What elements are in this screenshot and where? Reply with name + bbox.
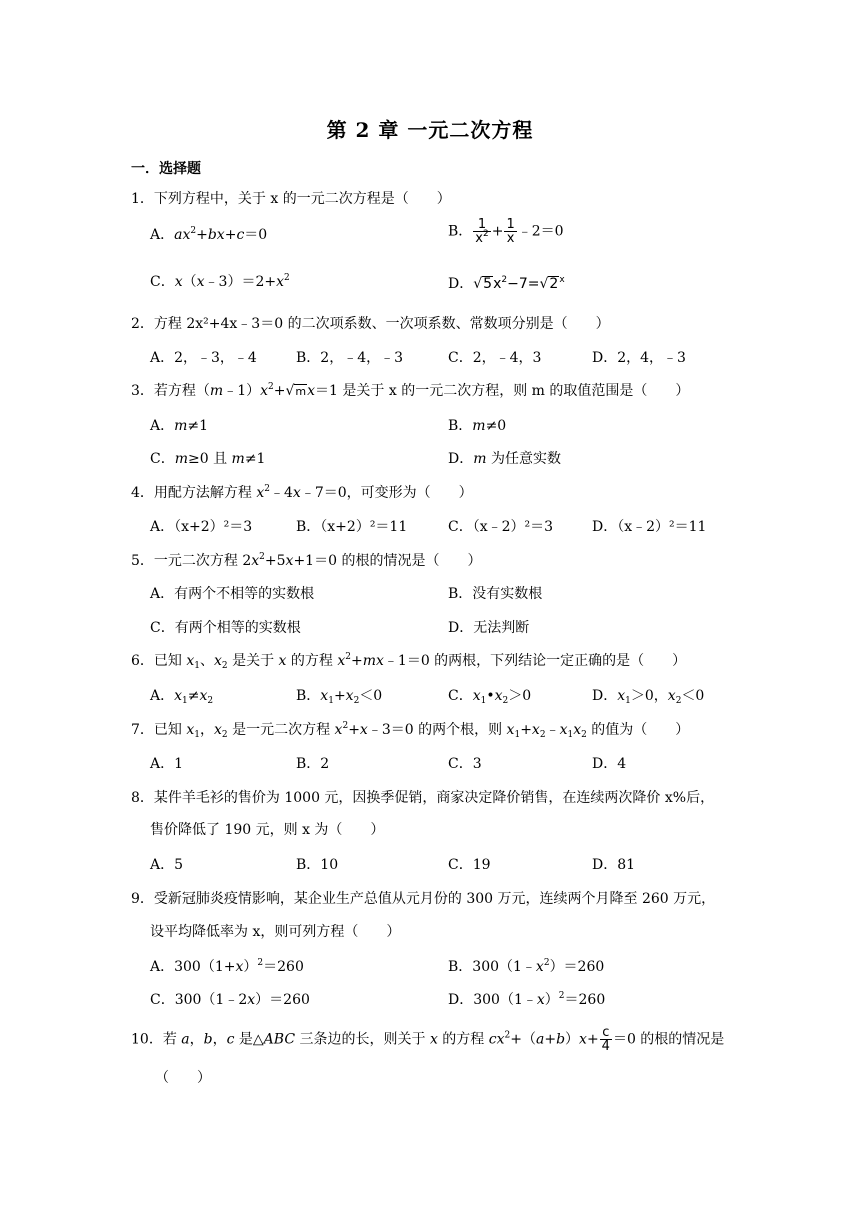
question-7-option-d: D．4 xyxy=(592,756,627,772)
question-7-stem: 7．已知 $x_1$，$x_2$ 是一元二次方程 $x^2+x﹣3=0$ 的两个根，则 $x_1+x_2﹣x_1x_2$ 的值为（ ） xyxy=(131,721,690,740)
question-9-option-d: D．300（1﹣x）$^2$＝260 xyxy=(448,991,606,1008)
question-8-option-b: B．10 xyxy=(296,857,339,873)
question-3-option-b: B．m≠0 xyxy=(448,418,507,434)
question-2-option-b: B．2，﹣4，﹣3 xyxy=(296,350,404,366)
question-5-option-a: A．有两个不相等的实数根 xyxy=(150,586,315,602)
question-4-option-a: A．（x+2）²＝3 xyxy=(150,519,253,535)
question-6-option-a: A．$x_1\ne x_2$ xyxy=(150,688,214,706)
question-8-stem-line-2: 售价降低了 190 元，则 x 为（ ） xyxy=(150,822,385,838)
question-10-stem-line-2: （ ） xyxy=(155,1070,211,1086)
question-6-option-c: C．$x_1•x_2>0$ xyxy=(448,688,532,706)
section-heading: 一．选择题 xyxy=(131,161,201,177)
question-9-option-c: C．300（1﹣2x）＝260 xyxy=(150,992,310,1008)
question-3-option-c: C．m≥0 且 m≠1 xyxy=(150,451,266,467)
question-4-option-b: B．（x+2）²＝11 xyxy=(296,519,408,535)
question-1-option-c: C．$x(x﹣3)=2+x^2$ xyxy=(150,273,290,290)
question-6-option-b: B．$x_1+x_2<0$ xyxy=(296,688,383,706)
question-6-option-d: D．$x_1>0$，$x_2<0$ xyxy=(592,688,705,706)
question-1-option-d: D．$√5x^2-7=√2^x$ xyxy=(448,275,565,292)
question-8-option-a: A．5 xyxy=(150,857,184,873)
question-7-option-b: B．2 xyxy=(296,756,330,772)
question-9-option-b: B．$300(1﹣x^2)=260$ xyxy=(448,958,605,975)
question-8-stem-line-1: 8．某件羊毛衫的售价为 1000 元，因换季促销，商家决定降价销售，在连续两次降价 x%后， xyxy=(131,790,715,806)
question-5-option-d: D．无法判断 xyxy=(448,620,530,636)
question-2-option-c: C．2，﹣4，3 xyxy=(448,350,542,366)
question-5-option-b: B．没有实数根 xyxy=(448,586,543,602)
question-1-stem: 1．下列方程中，关于 x 的一元二次方程是（ ） xyxy=(131,191,451,207)
page-title: 第 2 章 一元二次方程 xyxy=(326,118,534,142)
question-10-stem-line-1: 10．若 a，b，c 是△ABC 三条边的长，则关于 x 的方程 $cx^2+(a+b)x+$ $\frac{c}{4}$ ＝0 的根的情况是 xyxy=(131,1025,725,1054)
question-2-option-d: D．2，4，﹣3 xyxy=(592,350,686,366)
question-5-stem: 5．一元二次方程 $2x^2+5x+1=0$ 的根的情况是（ ） xyxy=(131,552,482,569)
question-1-option-b: B． $\frac{1}{x^2}$ + $\frac{1}{x}$ ﹣2＝0 xyxy=(448,217,564,246)
question-1-option-a: A．$ax^2+bx+c=0$ xyxy=(150,226,268,243)
question-3-stem: 3．若方程$(m﹣1)x^2+√mx=1$ 是关于 x 的一元二次方程，则 m 的取值范围是（ ） xyxy=(131,382,690,399)
question-3-option-d: D．m 为任意实数 xyxy=(448,451,561,467)
question-4-option-c: C．（x﹣2）²＝3 xyxy=(448,519,554,535)
question-5-option-c: C．有两个相等的实数根 xyxy=(150,620,301,636)
question-6-stem: 6．已知 $x_1$、$x_2$ 是关于 x 的方程 $x^2+mx﹣1=0$ 的两根，下列结论一定正确的是（ ） xyxy=(131,652,687,671)
question-4-stem: 4．用配方法解方程 $x^2﹣4x﹣7=0$，可变形为（ ） xyxy=(131,484,473,501)
question-7-option-a: A．1 xyxy=(150,756,184,772)
question-9-stem-line-2: 设平均降低率为 x，则可列方程（ ） xyxy=(150,924,401,940)
question-8-option-d: D．81 xyxy=(592,857,636,873)
question-9-stem-line-1: 9．受新冠肺炎疫情影响，某企业生产总值从元月份的 300 万元，连续两个月降至 260 万元， xyxy=(131,891,716,907)
question-7-option-c: C．3 xyxy=(448,756,482,772)
question-8-option-c: C．19 xyxy=(448,857,491,873)
question-4-option-d: D．（x﹣2）²＝11 xyxy=(592,519,707,535)
question-3-option-a: A．m≠1 xyxy=(150,418,209,434)
question-9-option-a: A．$300(1+x)^2=260$ xyxy=(150,958,304,975)
question-2-stem: 2．方程 2x²+4x﹣3＝0 的二次项系数、一次项系数、常数项分别是（ ） xyxy=(131,316,610,332)
question-2-option-a: A．2，﹣3，﹣4 xyxy=(150,350,257,366)
